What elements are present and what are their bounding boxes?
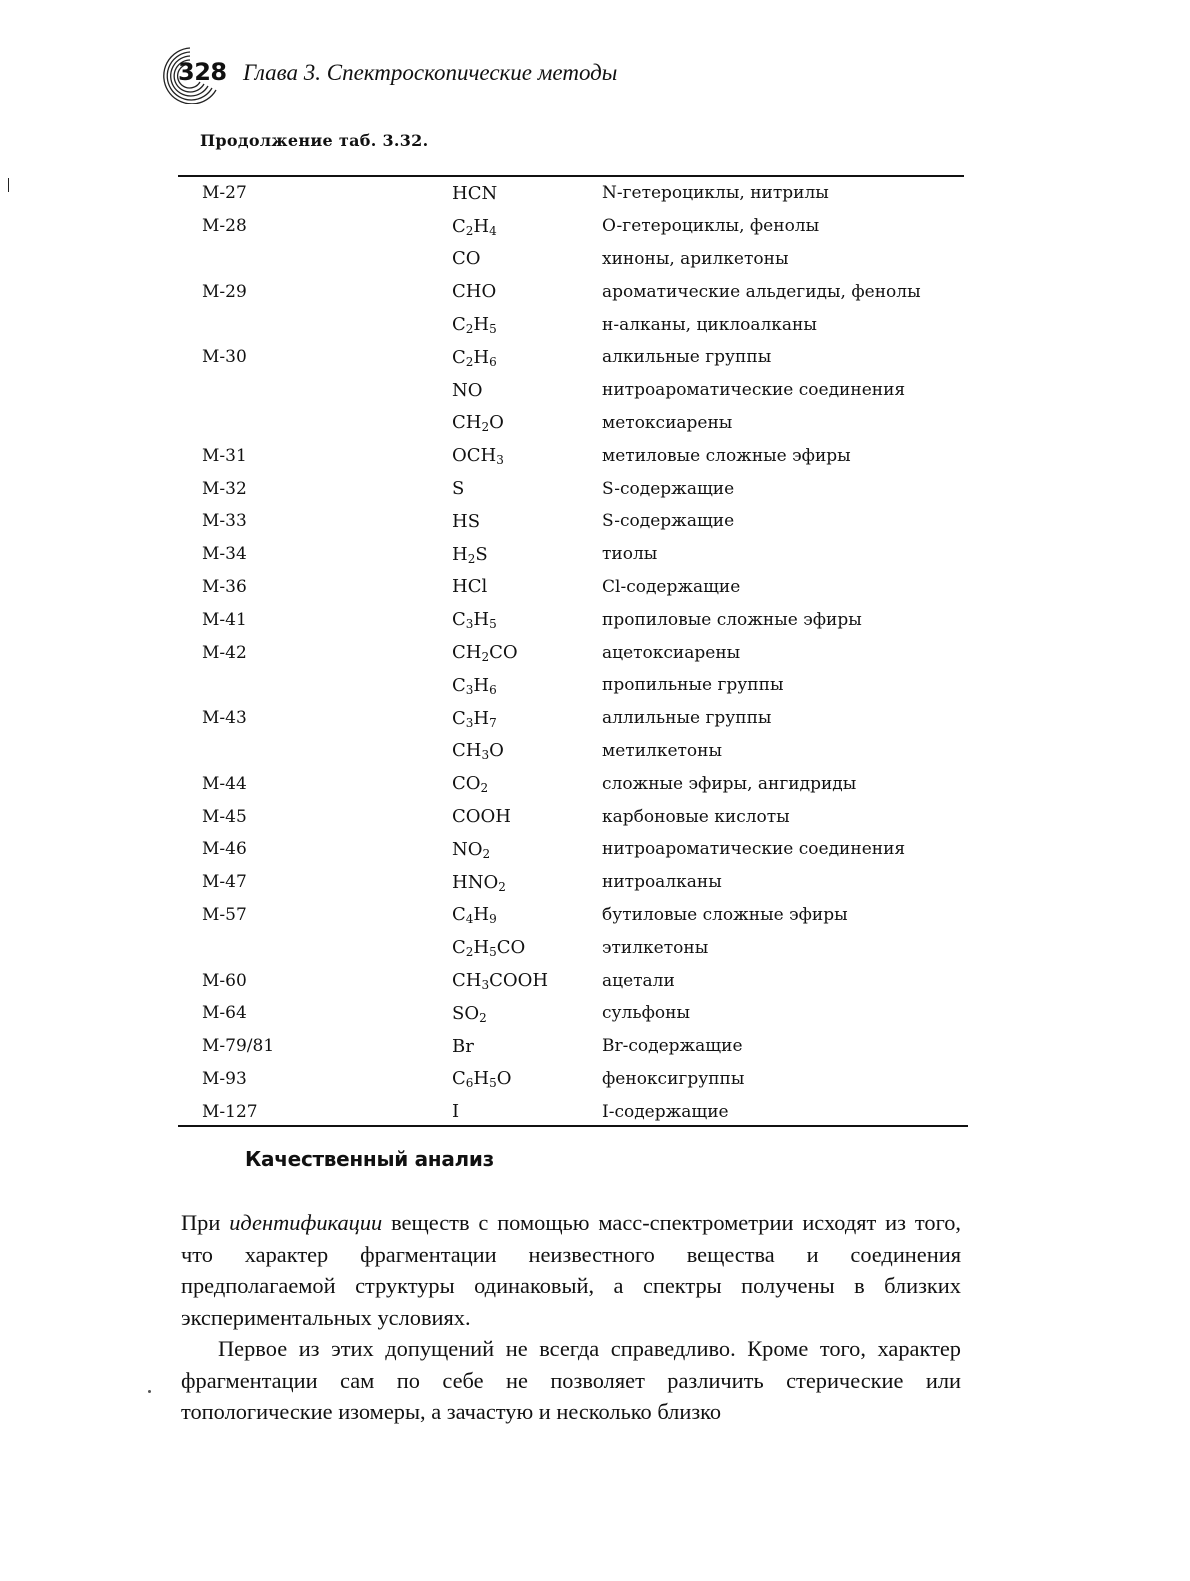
formula-part: H bbox=[473, 215, 490, 237]
table-row bbox=[178, 866, 968, 899]
compound-class-cell: Br-содержащие bbox=[602, 1036, 743, 1057]
formula-subscript: 3 bbox=[481, 978, 490, 993]
formula-part: C bbox=[452, 314, 466, 336]
mass-loss-cell: M-31 bbox=[202, 445, 247, 466]
formula-part: HCl bbox=[452, 576, 488, 598]
formula-part: NO bbox=[452, 379, 483, 401]
compound-class-cell: I-содержащие bbox=[602, 1101, 729, 1122]
compound-class-cell: тиолы bbox=[602, 544, 658, 565]
formula-part: H bbox=[473, 346, 490, 368]
formula-part: CH bbox=[452, 740, 482, 762]
compound-class-cell: пропиловые сложные эфиры bbox=[602, 609, 862, 630]
formula-part: H bbox=[473, 609, 490, 631]
compound-class-cell: бутиловые сложные эфиры bbox=[602, 904, 848, 925]
fragment-formula-cell bbox=[452, 800, 602, 833]
margin-dot bbox=[148, 1390, 151, 1393]
formula-part: C bbox=[452, 215, 466, 237]
formula-subscript: 2 bbox=[480, 781, 489, 796]
mass-loss-cell: M-79/81 bbox=[202, 1036, 275, 1057]
compound-class-cell: этилкетоны bbox=[602, 937, 709, 958]
compound-class-cell: S-содержащие bbox=[602, 478, 735, 499]
formula-part: CHO bbox=[452, 281, 497, 303]
table-row bbox=[178, 603, 968, 636]
formula-part: C bbox=[452, 937, 466, 959]
paragraph-1-rest: веществ с помощью масс-спектрометрии исходят из того, что характер фрагментации неизвестного вещества и соединения предполагаемой структуры одинаковый, а спектры получены в близких экспериментальных условиях. bbox=[181, 1210, 961, 1330]
mass-loss-cell: M-43 bbox=[202, 708, 247, 729]
page-number: 328 bbox=[178, 58, 227, 86]
table-row bbox=[178, 931, 968, 964]
formula-subscript: 6 bbox=[489, 682, 497, 697]
running-head: Глава 3. Спектроскопические методы bbox=[243, 60, 618, 85]
formula-part: C bbox=[452, 609, 466, 631]
formula-part: H bbox=[473, 904, 490, 926]
fragment-formula-cell bbox=[452, 505, 602, 538]
formula-part: CH bbox=[452, 970, 482, 992]
term-identification: идентификации bbox=[229, 1210, 383, 1236]
formula-part: Br bbox=[452, 1035, 474, 1057]
mass-loss-cell: M-64 bbox=[202, 1003, 247, 1024]
mass-loss-cell: M-34 bbox=[202, 544, 247, 565]
formula-subscript: 2 bbox=[481, 420, 490, 435]
compound-class-cell: ацетали bbox=[602, 970, 675, 991]
mass-loss-cell: M-46 bbox=[202, 839, 247, 860]
table-row bbox=[178, 964, 968, 997]
table-body bbox=[178, 177, 968, 1128]
fragment-formula-cell bbox=[452, 1063, 602, 1096]
compound-class-cell: нитроалканы bbox=[602, 872, 722, 893]
fragment-formula-cell bbox=[452, 177, 602, 210]
paragraph-1-start: При bbox=[181, 1210, 230, 1236]
compound-class-cell: карбоновые кислоты bbox=[602, 806, 790, 827]
formula-subscript: 2 bbox=[465, 322, 474, 337]
table-bottom-rule bbox=[178, 1125, 968, 1127]
formula-part: H bbox=[473, 1068, 490, 1090]
fragment-formula-cell bbox=[452, 997, 602, 1030]
formula-part: CO bbox=[452, 248, 481, 270]
fragment-formula-cell bbox=[452, 407, 602, 440]
table-row bbox=[178, 833, 968, 866]
mass-loss-cell: M-57 bbox=[202, 904, 247, 925]
table-row bbox=[178, 1030, 968, 1063]
table-row bbox=[178, 669, 968, 702]
formula-subscript: 3 bbox=[465, 715, 474, 730]
mass-loss-cell bbox=[178, 735, 452, 768]
mass-loss-cell: M-44 bbox=[202, 773, 247, 794]
formula-part: C bbox=[452, 1068, 466, 1090]
formula-subscript: 4 bbox=[489, 223, 497, 238]
fragment-formula-cell bbox=[452, 210, 602, 243]
compound-class-cell: ацетоксиарены bbox=[602, 642, 741, 663]
fragment-formula-cell bbox=[452, 439, 602, 472]
formula-subscript: 2 bbox=[467, 551, 476, 566]
formula-subscript: 3 bbox=[481, 748, 490, 763]
formula-subscript: 9 bbox=[489, 912, 497, 927]
formula-part: SO bbox=[452, 1002, 480, 1024]
formula-subscript: 2 bbox=[479, 1010, 487, 1025]
mass-loss-cell: M-28 bbox=[202, 216, 247, 237]
formula-subscript: 7 bbox=[489, 715, 497, 730]
paragraph-1 bbox=[181, 1207, 961, 1333]
compound-class-cell: метиловые сложные эфиры bbox=[602, 445, 851, 466]
table-row bbox=[178, 800, 968, 833]
table-row bbox=[178, 1095, 968, 1128]
formula-part: C bbox=[452, 904, 466, 926]
mass-loss-cell bbox=[178, 374, 452, 407]
table-row bbox=[178, 538, 968, 571]
formula-part: HS bbox=[452, 510, 481, 532]
table-row bbox=[178, 767, 968, 800]
compound-class-cell: пропильные группы bbox=[602, 675, 784, 696]
formula-subscript: 5 bbox=[489, 322, 497, 337]
fragment-formula-cell bbox=[452, 735, 602, 768]
fragment-formula-cell bbox=[452, 767, 602, 800]
fragment-formula-cell bbox=[452, 603, 602, 636]
formula-part: HCN bbox=[452, 182, 498, 204]
formula-part: COOH bbox=[489, 970, 549, 992]
formula-part: OCH bbox=[452, 445, 497, 467]
compound-class-cell: феноксигруппы bbox=[602, 1068, 745, 1089]
mass-loss-cell: M-127 bbox=[202, 1101, 258, 1122]
mass-loss-cell bbox=[178, 669, 452, 702]
formula-subscript: 2 bbox=[465, 945, 474, 960]
fragment-formula-cell bbox=[452, 636, 602, 669]
table-row bbox=[178, 997, 968, 1030]
fragment-formula-cell bbox=[452, 341, 602, 374]
formula-part: CO bbox=[489, 642, 518, 664]
mass-loss-cell: M-27 bbox=[202, 183, 247, 204]
fragment-formula-cell bbox=[452, 275, 602, 308]
fragment-formula-cell bbox=[452, 669, 602, 702]
mass-loss-cell: M-36 bbox=[202, 576, 247, 597]
mass-loss-cell: M-32 bbox=[202, 478, 247, 499]
fragment-formula-cell bbox=[452, 571, 602, 604]
table-row bbox=[178, 505, 968, 538]
formula-part: CO bbox=[452, 773, 481, 795]
formula-part: O bbox=[496, 1068, 512, 1090]
formula-part: H bbox=[473, 937, 490, 959]
formula-subscript: 2 bbox=[498, 879, 506, 894]
compound-class-cell: O-гетероциклы, фенолы bbox=[602, 216, 820, 237]
compound-class-cell: нитроароматические соединения bbox=[602, 839, 906, 860]
fragment-formula-cell bbox=[452, 899, 602, 932]
mass-loss-cell: M-33 bbox=[202, 511, 247, 532]
formula-subscript: 2 bbox=[465, 223, 474, 238]
compound-class-cell: хиноны, арилкетоны bbox=[602, 248, 789, 269]
mass-loss-cell: M-45 bbox=[202, 806, 247, 827]
table-row bbox=[178, 472, 968, 505]
formula-subscript: 3 bbox=[496, 453, 504, 468]
fragment-formula-cell bbox=[452, 472, 602, 505]
formula-part: HNO bbox=[452, 871, 499, 893]
fragment-loss-table bbox=[178, 177, 968, 1128]
formula-part: NO bbox=[452, 838, 483, 860]
table-row bbox=[178, 177, 968, 210]
compound-class-cell: метилкетоны bbox=[602, 740, 723, 761]
table-row bbox=[178, 1063, 968, 1096]
compound-class-cell: ароматические альдегиды, фенолы bbox=[602, 281, 921, 302]
formula-part: H bbox=[452, 543, 468, 565]
formula-part: C bbox=[452, 707, 466, 729]
formula-subscript: 2 bbox=[465, 354, 474, 369]
formula-subscript: 3 bbox=[465, 617, 474, 632]
compound-class-cell: н-алканы, циклоалканы bbox=[602, 314, 817, 335]
formula-part: C bbox=[452, 346, 466, 368]
fragment-formula-cell bbox=[452, 538, 602, 571]
table-row bbox=[178, 308, 968, 341]
section-heading: Качественный анализ bbox=[245, 1147, 494, 1171]
formula-subscript: 6 bbox=[465, 1076, 474, 1091]
compound-class-cell: нитроароматические соединения bbox=[602, 380, 906, 401]
formula-subscript: 5 bbox=[489, 945, 497, 960]
table-row bbox=[178, 571, 968, 604]
table-row bbox=[178, 439, 968, 472]
fragment-formula-cell bbox=[452, 931, 602, 964]
formula-part: O bbox=[489, 412, 504, 434]
table-row bbox=[178, 275, 968, 308]
formula-part: H bbox=[473, 314, 490, 336]
compound-class-cell: N-гетероциклы, нитрилы bbox=[602, 183, 829, 204]
formula-subscript: 4 bbox=[465, 912, 474, 927]
table-row bbox=[178, 735, 968, 768]
mass-loss-cell: M-41 bbox=[202, 609, 247, 630]
table-row bbox=[178, 374, 968, 407]
formula-part: O bbox=[489, 740, 504, 762]
formula-subscript: 5 bbox=[489, 617, 497, 632]
table-caption: Продолжение таб. 3.32. bbox=[200, 131, 429, 150]
formula-part: CH bbox=[452, 412, 482, 434]
formula-subscript: 6 bbox=[489, 354, 497, 369]
formula-part: S bbox=[475, 543, 488, 565]
formula-part: H bbox=[473, 707, 490, 729]
formula-part: H bbox=[473, 674, 490, 696]
mass-loss-cell: M-93 bbox=[202, 1068, 247, 1089]
formula-part: S bbox=[452, 478, 465, 500]
table-row bbox=[178, 636, 968, 669]
mass-loss-cell bbox=[178, 243, 452, 276]
compound-class-cell: S-содержащие bbox=[602, 511, 735, 532]
compound-class-cell: сульфоны bbox=[602, 1003, 690, 1024]
formula-subscript: 2 bbox=[481, 650, 490, 665]
table-row bbox=[178, 702, 968, 735]
fragment-formula-cell bbox=[452, 866, 602, 899]
formula-part: I bbox=[452, 1101, 460, 1123]
table-row bbox=[178, 341, 968, 374]
compound-class-cell: Cl-содержащие bbox=[602, 576, 741, 597]
fragment-formula-cell bbox=[452, 702, 602, 735]
compound-class-cell: алкильные группы bbox=[602, 347, 772, 368]
fragment-formula-cell bbox=[452, 964, 602, 997]
fragment-formula-cell bbox=[452, 374, 602, 407]
fragment-formula-cell bbox=[452, 243, 602, 276]
mass-loss-cell: M-42 bbox=[202, 642, 247, 663]
table-row bbox=[178, 899, 968, 932]
paragraph-2: Первое из этих допущений не всегда справедливо. Кроме того, характер фрагментации сам по себе не позволяет различить стерические или топологические изомеры, а зачастую и несколько близко bbox=[181, 1336, 961, 1425]
compound-class-cell: аллильные группы bbox=[602, 708, 772, 729]
margin-mark bbox=[8, 178, 9, 192]
mass-loss-cell: M-47 bbox=[202, 872, 247, 893]
formula-part: CH bbox=[452, 642, 482, 664]
formula-part: COOH bbox=[452, 806, 511, 828]
table-row bbox=[178, 243, 968, 276]
fragment-formula-cell bbox=[452, 1030, 602, 1063]
formula-part: CO bbox=[496, 937, 526, 959]
formula-subscript: 5 bbox=[489, 1076, 497, 1091]
mass-loss-cell bbox=[178, 308, 452, 341]
formula-part: C bbox=[452, 674, 466, 696]
mass-loss-cell: M-60 bbox=[202, 970, 247, 991]
compound-class-cell: метоксиарены bbox=[602, 412, 733, 433]
formula-subscript: 3 bbox=[465, 682, 474, 697]
mass-loss-cell bbox=[178, 931, 452, 964]
fragment-formula-cell bbox=[452, 1095, 602, 1128]
mass-loss-cell: M-29 bbox=[202, 281, 247, 302]
mass-loss-cell: M-30 bbox=[202, 347, 247, 368]
table-row bbox=[178, 407, 968, 440]
table-row bbox=[178, 210, 968, 243]
mass-loss-cell bbox=[178, 407, 452, 440]
formula-subscript: 2 bbox=[482, 846, 491, 861]
fragment-formula-cell bbox=[452, 833, 602, 866]
compound-class-cell: сложные эфиры, ангидриды bbox=[602, 773, 857, 794]
fragment-formula-cell bbox=[452, 308, 602, 341]
